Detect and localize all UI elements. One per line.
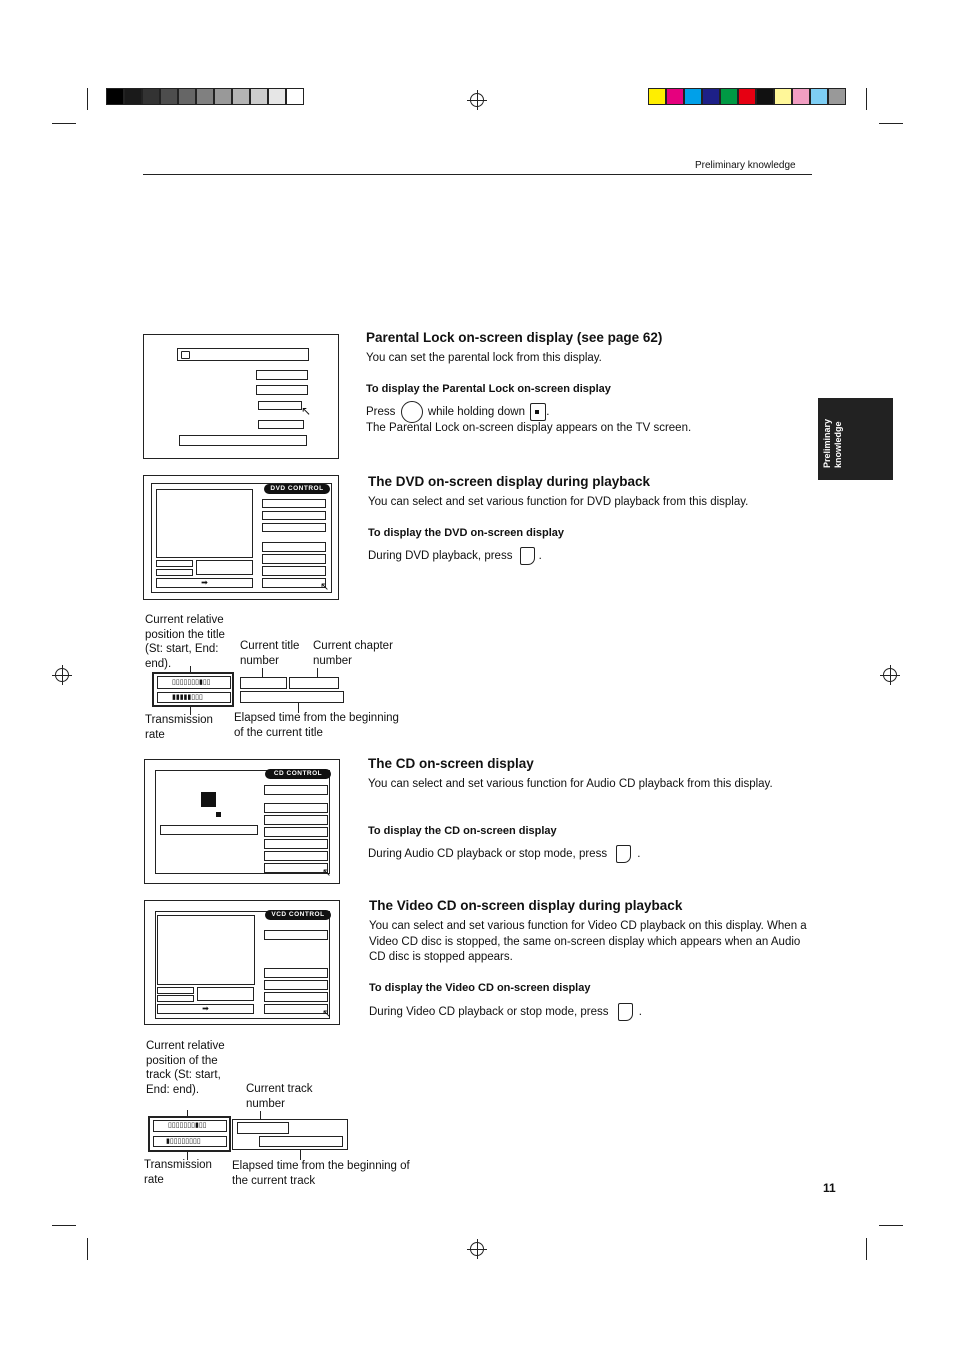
menu-item xyxy=(264,863,328,873)
parental-lock-screen-illustration xyxy=(143,334,339,459)
color-swatch xyxy=(268,88,286,105)
vcd-instruction xyxy=(369,1003,642,1021)
disc-block-icon xyxy=(201,792,216,807)
registration-mark-icon xyxy=(470,1242,484,1256)
period: . xyxy=(637,848,641,861)
period: . xyxy=(638,1006,642,1019)
dvd-position-callout: Current relative position the title (St: start, End: end). xyxy=(145,614,225,670)
crop-mark xyxy=(866,1238,867,1260)
menu-item xyxy=(262,499,326,508)
crop-mark xyxy=(52,123,76,124)
instruction-text: During Audio CD playback or stop mode, press xyxy=(368,848,608,861)
color-swatch xyxy=(774,88,792,105)
menu-item xyxy=(262,566,326,576)
dvd-instruction xyxy=(368,547,542,565)
color-swatch xyxy=(214,88,232,105)
running-header: Preliminary knowledge xyxy=(695,160,796,171)
dvd-rate-callout: Transmission rate xyxy=(145,714,213,741)
menu-item xyxy=(264,839,328,849)
cd-screen-illustration xyxy=(144,759,340,884)
dvd-control-tag: DVD CONTROL xyxy=(264,484,330,494)
color-swatch xyxy=(124,88,142,105)
arrow-field: ➡ xyxy=(157,1004,254,1014)
setting-field xyxy=(256,370,308,380)
position-meter: ▯▯▯▯▯▯▯▮▯▯ xyxy=(157,676,231,689)
instruction-text: During Video CD playback or stop mode, press xyxy=(369,1006,609,1019)
video-preview xyxy=(156,489,253,558)
cd-intro: You can select and set various function for Audio CD playback from this display. xyxy=(368,778,773,790)
vcd-title: The Video CD on-screen display during playback xyxy=(369,898,683,913)
status-bar xyxy=(157,995,194,1002)
status-bar xyxy=(157,987,194,994)
status-bar xyxy=(156,569,193,576)
pointer-icon: ↖ xyxy=(322,867,332,879)
instruction-text: During DVD playback, press xyxy=(368,550,513,563)
setting-field xyxy=(258,420,304,429)
menu-item xyxy=(262,542,326,552)
vcd-position-callout: Current relative position of the track (St: start, End: end). xyxy=(146,1040,225,1096)
dvd-screen-illustration xyxy=(143,475,339,600)
vcd-elapsed-callout: Elapsed time from the beginning of the current track xyxy=(232,1160,410,1187)
vcd-subhead: To display the Video CD on-screen display xyxy=(369,982,591,994)
menu-item xyxy=(264,980,328,990)
time-field xyxy=(196,560,253,575)
crop-mark xyxy=(87,88,88,110)
color-swatch xyxy=(666,88,684,105)
cd-title: The CD on-screen display xyxy=(368,756,534,771)
lock-icon xyxy=(181,351,190,359)
track-bar xyxy=(160,825,258,835)
vcd-status-panel xyxy=(148,1116,231,1152)
color-swatch xyxy=(250,88,268,105)
pointer-icon: ↖ xyxy=(320,581,330,593)
on-screen-button-icon xyxy=(520,547,535,565)
color-swatch xyxy=(160,88,178,105)
dvd-title-number-callout: Current title number xyxy=(240,640,300,667)
menu-item xyxy=(264,785,328,795)
color-swatch xyxy=(232,88,250,105)
video-preview xyxy=(157,915,255,985)
menu-item xyxy=(264,851,328,861)
color-swatch xyxy=(142,88,160,105)
color-swatch xyxy=(178,88,196,105)
dvd-title: The DVD on-screen display during playback xyxy=(368,474,651,489)
press-text: Press xyxy=(366,406,396,419)
registration-mark-icon xyxy=(470,93,484,107)
crop-mark xyxy=(87,1238,88,1260)
setting-field xyxy=(256,385,308,395)
side-tab xyxy=(818,398,893,480)
side-tab-label: Preliminary knowledge xyxy=(822,418,843,468)
dvd-subhead: To display the DVD on-screen display xyxy=(368,527,565,539)
menu-item xyxy=(264,815,328,825)
track-number-field xyxy=(237,1122,289,1134)
dvd-chapter-number-callout: Current chapter number xyxy=(313,640,393,667)
period: . xyxy=(546,406,550,419)
registration-mark-icon xyxy=(55,668,69,682)
crop-mark xyxy=(52,1225,76,1226)
rate-meter: ▮▮▮▮▮▯▯▯ xyxy=(157,692,231,703)
stop-indicator-icon xyxy=(216,812,221,817)
vcd-track-number-callout: Current track number xyxy=(246,1083,313,1110)
color-swatch xyxy=(738,88,756,105)
menu-item xyxy=(264,992,328,1002)
color-swatch xyxy=(792,88,810,105)
position-meter: ▯▯▯▯▯▯▯▮▯▯ xyxy=(153,1120,227,1132)
color-swatch xyxy=(286,88,304,105)
dvd-intro: You can select and set various function for DVD playback from this display. xyxy=(368,496,749,508)
vcd-number-panel xyxy=(232,1119,348,1150)
menu-item xyxy=(262,511,326,520)
vcd-rate-callout: Transmission rate xyxy=(144,1159,212,1186)
chapter-number-field xyxy=(289,677,339,689)
color-swatch xyxy=(106,88,124,105)
color-swatch xyxy=(684,88,702,105)
parental-title: Parental Lock on-screen display (see page 62) xyxy=(366,330,663,345)
menu-item xyxy=(264,930,328,940)
registration-mark-icon xyxy=(883,668,897,682)
pointer-icon: ↖ xyxy=(301,404,312,418)
title-number-field xyxy=(240,677,287,689)
color-swatch xyxy=(196,88,214,105)
color-swatch xyxy=(756,88,774,105)
on-screen-button-icon xyxy=(616,845,631,863)
setting-field xyxy=(258,401,302,410)
on-screen-button-icon xyxy=(618,1003,633,1021)
cd-instruction xyxy=(368,845,640,863)
pointer-icon: ↖ xyxy=(322,1008,332,1020)
menu-item xyxy=(262,554,326,564)
bottom-bar xyxy=(179,435,307,446)
lock-title-bar xyxy=(177,348,309,361)
dvd-status-panel xyxy=(152,672,234,707)
dvd-elapsed-callout: Elapsed time from the beginning of the current title xyxy=(234,712,399,739)
stop-button-icon xyxy=(530,403,546,421)
page-number: 11 xyxy=(823,1181,836,1195)
cd-control-tag: CD CONTROL xyxy=(265,769,331,779)
menu-item xyxy=(264,827,328,837)
elapsed-time-field xyxy=(259,1136,343,1147)
crop-mark xyxy=(879,123,903,124)
arrow-field: ➡ xyxy=(156,578,253,588)
menu-item xyxy=(264,968,328,978)
status-bar xyxy=(156,560,193,567)
vcd-control-tag: VCD CONTROL xyxy=(265,910,331,920)
holding-text: while holding down xyxy=(427,406,525,419)
parental-intro: You can set the parental lock from this display. xyxy=(366,352,602,364)
cd-subhead: To display the CD on-screen display xyxy=(368,825,557,837)
period: . xyxy=(538,550,542,563)
color-swatch xyxy=(828,88,846,105)
menu-item xyxy=(264,1004,328,1014)
vcd-intro: You can select and set various function for Video CD playback on this display. When a Video CD disc is stopped, the same on-screen display which appears when an Audio CD disc is stopped appears. xyxy=(369,920,807,963)
color-swatch xyxy=(702,88,720,105)
color-swatch xyxy=(720,88,738,105)
parental-subhead: To display the Parental Lock on-screen display xyxy=(366,383,611,395)
color-swatch xyxy=(810,88,828,105)
menu-item xyxy=(264,803,328,813)
crop-mark xyxy=(879,1225,903,1226)
menu-item xyxy=(262,523,326,532)
menu-item xyxy=(262,578,326,588)
round-button-icon xyxy=(401,401,423,423)
crop-mark xyxy=(866,88,867,110)
color-swatch xyxy=(648,88,666,105)
parental-press-line xyxy=(366,401,549,423)
vcd-screen-illustration xyxy=(144,900,340,1025)
parental-result: The Parental Lock on-screen display appears on the TV screen. xyxy=(366,422,692,434)
time-field xyxy=(197,987,254,1001)
rate-meter: ▮▯▯▯▯▯▯▯▯ xyxy=(153,1136,227,1147)
header-rule xyxy=(143,174,812,175)
elapsed-time-field xyxy=(240,691,344,703)
